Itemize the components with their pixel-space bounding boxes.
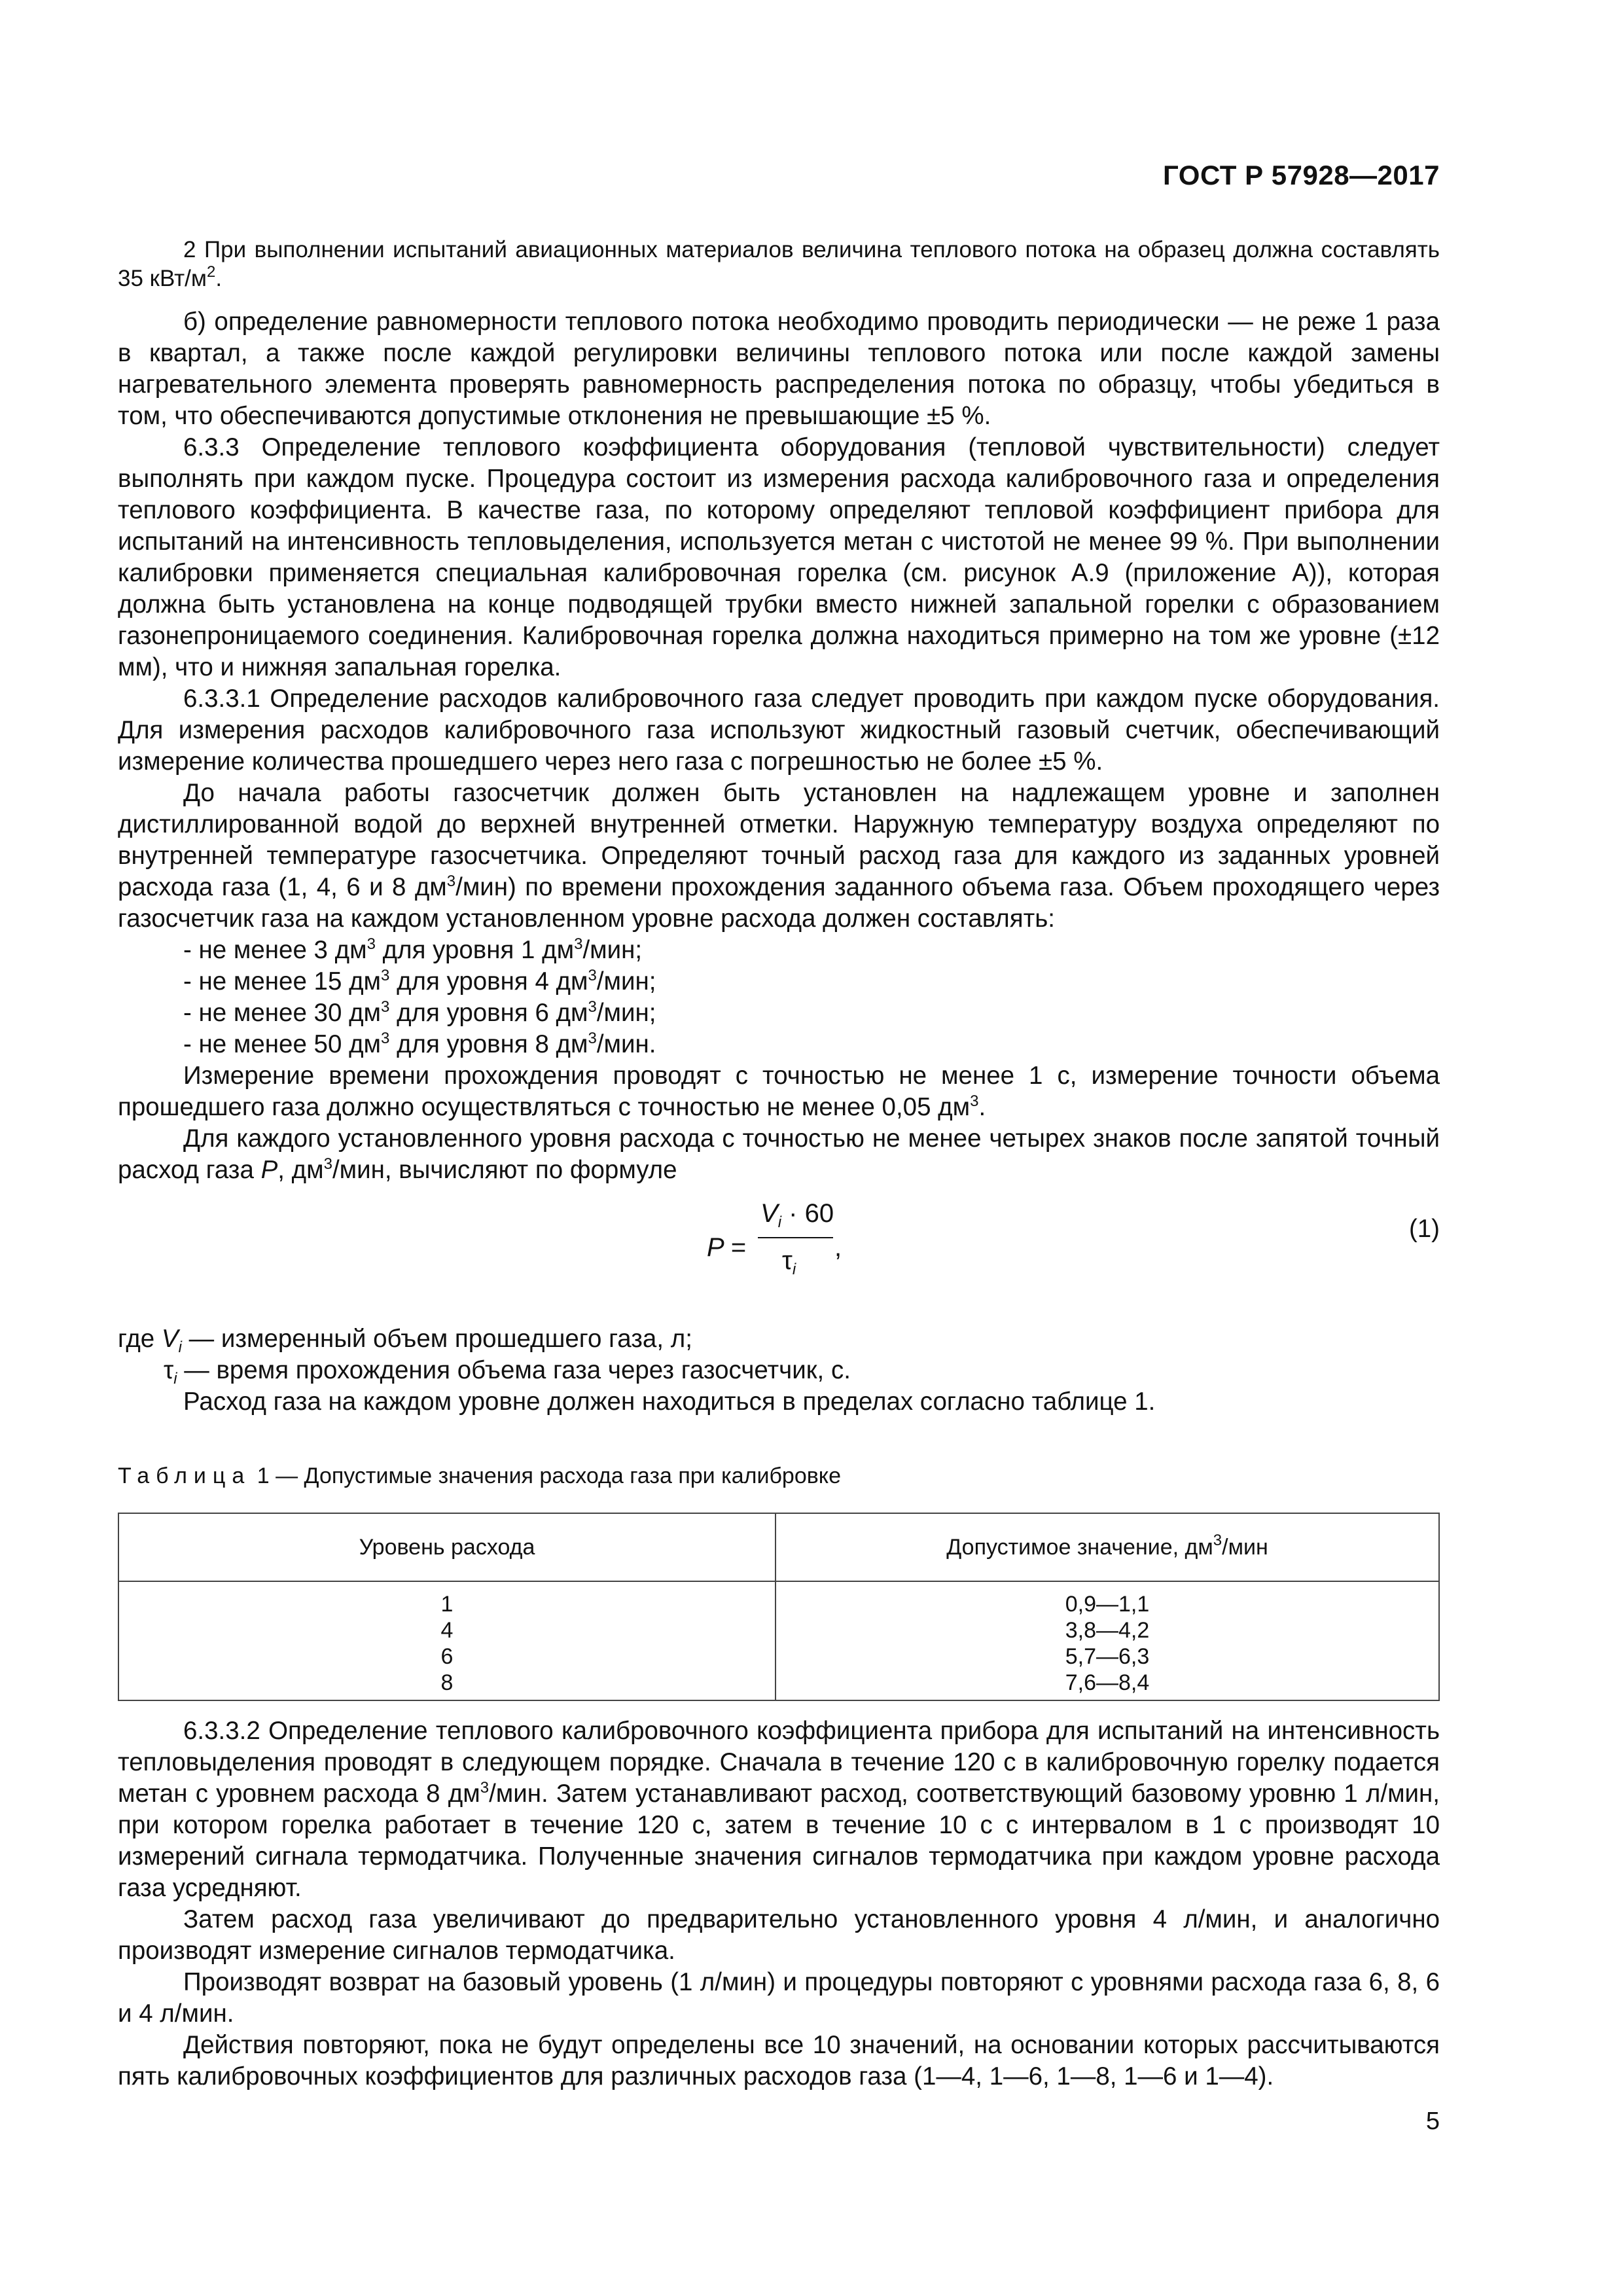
table-header-row <box>118 1513 1439 1581</box>
note-2 <box>118 236 1440 293</box>
paragraph-table-ref: Расход газа на каждом уровне должен находиться в пределах согласно таблице 1. <box>183 1388 1156 1416</box>
sup: 3 <box>323 1155 332 1173</box>
cell-level: 8 <box>118 1670 776 1700</box>
text-span: - не менее 15 дм <box>183 967 382 996</box>
formula-1 <box>118 1199 1440 1297</box>
var-tau: τ <box>164 1356 174 1384</box>
table-1-caption <box>118 1463 1440 1489</box>
sup: 3 <box>366 935 376 953</box>
num-rest: · 60 <box>781 1199 834 1228</box>
text-span: /мин. Затем устанавливают расход, соответствующий базовому уровню 1 л/мин, при котором горелка работает в течение 120 с, затем в течение 10 с с интервалом в 1 с производят 10 измерений сигнала термодатчика. Полученные значения сигналов термодатчика при каждом уровне расхода газа усредняют. <box>118 1780 1440 1902</box>
where-tau <box>118 1355 1440 1386</box>
cell-level: 1 <box>118 1581 776 1617</box>
cell-value: 3,8—4,2 <box>776 1617 1439 1643</box>
text-span: . <box>978 1093 986 1121</box>
text-span: /мин; <box>596 967 656 996</box>
sup: 3 <box>381 998 390 1016</box>
text-span: где <box>118 1325 162 1353</box>
sup: 3 <box>381 967 390 984</box>
sup: 3 <box>588 998 597 1016</box>
text-span: /мин) по времени прохождения заданного объема газа. Объем проходящего через газосчетчик газа на каждом установленном уровне расхода должен составлять: <box>118 873 1440 933</box>
cell-value: 5,7—6,3 <box>776 1643 1439 1670</box>
sup: 3 <box>574 935 583 953</box>
note-text: При выполнении испытаний авиационных материалов величина теплового потока на образец должна составлять 35 кВт/м <box>118 237 1440 291</box>
paragraph-time-precision <box>118 1060 1440 1123</box>
text-span: /мин; <box>596 999 656 1027</box>
text-span: для уровня 1 дм <box>375 936 575 964</box>
text-span: Измерение времени прохождения проводят с точностью не менее 1 с, измерение точности объема прошедшего газа должно осуществляться с точностью не менее 0,05 дм <box>118 1062 1440 1121</box>
var-v: V <box>161 1325 179 1353</box>
text-span: — время прохождения объема газа через газосчетчик, с. <box>177 1356 851 1384</box>
sup: 3 <box>480 1779 490 1797</box>
note-tail: . <box>215 266 223 291</box>
list-item <box>118 1029 1440 1060</box>
sub-i: i <box>178 1338 182 1356</box>
where-v <box>118 1323 1440 1355</box>
header-level: Уровень расхода <box>118 1513 776 1581</box>
text-span: /мин, вычисляют по формуле <box>332 1156 677 1184</box>
text-span: для уровня 4 дм <box>389 967 588 996</box>
sub-i: i <box>792 1261 796 1278</box>
list-item <box>118 966 1440 997</box>
table-row <box>118 1643 1439 1670</box>
list-item <box>118 997 1440 1029</box>
text-span: - не менее 30 дм <box>183 999 382 1027</box>
caption-word: Таблица <box>118 1463 251 1488</box>
var-tau: τ <box>782 1246 793 1275</box>
formula-numerator <box>760 1199 834 1229</box>
table-1 <box>118 1513 1440 1701</box>
text-span: Для каждого установленного уровня расхода с точностью не менее четырех знаков после запятой точный расход газа <box>118 1124 1440 1184</box>
text-span: - не менее 50 дм <box>183 1030 382 1058</box>
sup: 3 <box>446 872 456 890</box>
paragraph-6-3-3-1: 6.3.3.1 Определение расходов калибровочного газа следует проводить при каждом пуске оборудования. Для измерения расходов калибровочного газа используют жидкостный газовый счетчик, обеспечивающий измерение количества прошедшего через него газа с погрешностью не более ±5 %. <box>118 685 1440 776</box>
table-row <box>118 1670 1439 1700</box>
paragraph-return: Производят возврат на базовый уровень (1 л/мин) и процедуры повторяют с уровнями расхода газа 6, 8, 6 и 4 л/мин. <box>118 1968 1440 2028</box>
text-span: для уровня 6 дм <box>389 999 588 1027</box>
paragraph-b: б) определение равномерности теплового потока необходимо проводить периодически — не реже 1 раза в квартал, а также после каждой регулировки величины теплового потока или после каждой замены нагревательного элемента проверять равномерность распределения потока по образцу, чтобы убедиться в том, что обеспечиваются допустимые отклонения не превышающие ±5 %. <box>118 308 1440 430</box>
lhs-text: P = <box>707 1233 746 1262</box>
sup: 3 <box>588 1030 597 1047</box>
text-span: , дм <box>277 1156 324 1184</box>
paragraph-6-3-3: 6.3.3 Определение теплового коэффициента оборудования (тепловой чувствительности) следует выполнять при каждом пуске. Процедура состоит из измерения расхода калибровочного газа и определения теплового коэффициента. В качестве газа, по которому определяют тепловой коэффициент прибора для испытаний на интенсивность тепловыделения, используется метан с чистотой не менее 99 %. При выполнении калибровки применяется специальная калибровочная горелка (см. рисунок А.9 (приложение А)), которая должна быть установлена на конце подводящей трубки вместо нижней запальной горелки с образованием газонепроницаемого соединения. Калибровочная горелка должна находиться примерно на том же уровне (±12 мм), что и нижняя запальная горелка. <box>118 433 1440 681</box>
page-body <box>118 157 1440 2092</box>
text-span: - не менее 3 дм <box>183 936 367 964</box>
sub-i: i <box>777 1213 782 1231</box>
list-item <box>118 935 1440 966</box>
cell-level: 6 <box>118 1643 776 1670</box>
cell-value: 0,9—1,1 <box>776 1581 1439 1617</box>
paragraph-increase: Затем расход газа увеличивают до предварительно установленного уровня 4 л/мин, и аналогично производят измерение сигналов термодатчика. <box>118 1905 1440 1965</box>
text-span: 6.3.3.2 Определение теплового калибровочного коэффициента прибора для испытаний на интенсивность тепловыделения проводят в следующем порядке. Сначала в течение 120 с в калибровочную горелку подается метан с уровнем расхода 8 дм <box>118 1717 1440 1808</box>
paragraph-repeat: Действия повторяют, пока не будут определены все 10 значений, на основании которых рассчитываются пять калибровочных коэффициентов для различных расходов газа (1—4, 1—6, 1—8, 1—6 и 1—4). <box>118 2031 1440 2090</box>
paragraph-gas-meter <box>118 778 1440 935</box>
formula-comma: , <box>834 1233 842 1262</box>
cell-level: 4 <box>118 1617 776 1643</box>
text-span: /мин. <box>596 1030 656 1058</box>
text-span: для уровня 8 дм <box>389 1030 588 1058</box>
formula-lhs <box>707 1233 746 1263</box>
var-v: V <box>760 1199 778 1228</box>
text-span: До начала работы газосчетчик должен быть установлен на надлежащем уровне и заполнен дистиллированной водой до верхней внутренней отметки. Наружную температуру воздуха определяют по внутренней температуре газосчетчика. Определяют точный расход газа для каждого из заданных уровней расхода газа (1, 4, 6 и 8 дм <box>118 779 1440 901</box>
cell-value: 7,6—8,4 <box>776 1670 1439 1700</box>
header-value <box>776 1513 1439 1581</box>
paragraph-formula-intro <box>118 1123 1440 1186</box>
text-span: /мин; <box>582 936 643 964</box>
note-sup: 2 <box>206 263 216 281</box>
page-number: 5 <box>1425 2108 1440 2135</box>
text-span: — измеренный объем прошедшего газа, л; <box>181 1325 692 1353</box>
formula-denominator <box>782 1246 796 1276</box>
text-span: Допустимое значение, дм <box>946 1534 1213 1560</box>
sup: 3 <box>588 967 597 984</box>
sub-i: i <box>173 1370 177 1388</box>
sup: 3 <box>381 1030 390 1047</box>
note-number: 2 <box>183 237 196 262</box>
variable-p: P <box>260 1156 278 1184</box>
document-header: ГОСТ Р 57928—2017 <box>1163 160 1440 190</box>
sup: 3 <box>970 1092 979 1110</box>
text-span: /мин <box>1222 1534 1268 1560</box>
caption-rest: 1 — Допустимые значения расхода газа при калибровке <box>251 1463 841 1488</box>
paragraph-6-3-3-2 <box>118 1715 1440 1904</box>
fraction-bar <box>758 1237 833 1238</box>
sup: 3 <box>1213 1531 1222 1549</box>
table-row <box>118 1581 1439 1617</box>
table-row <box>118 1617 1439 1643</box>
equation-number: (1) <box>1408 1215 1440 1243</box>
